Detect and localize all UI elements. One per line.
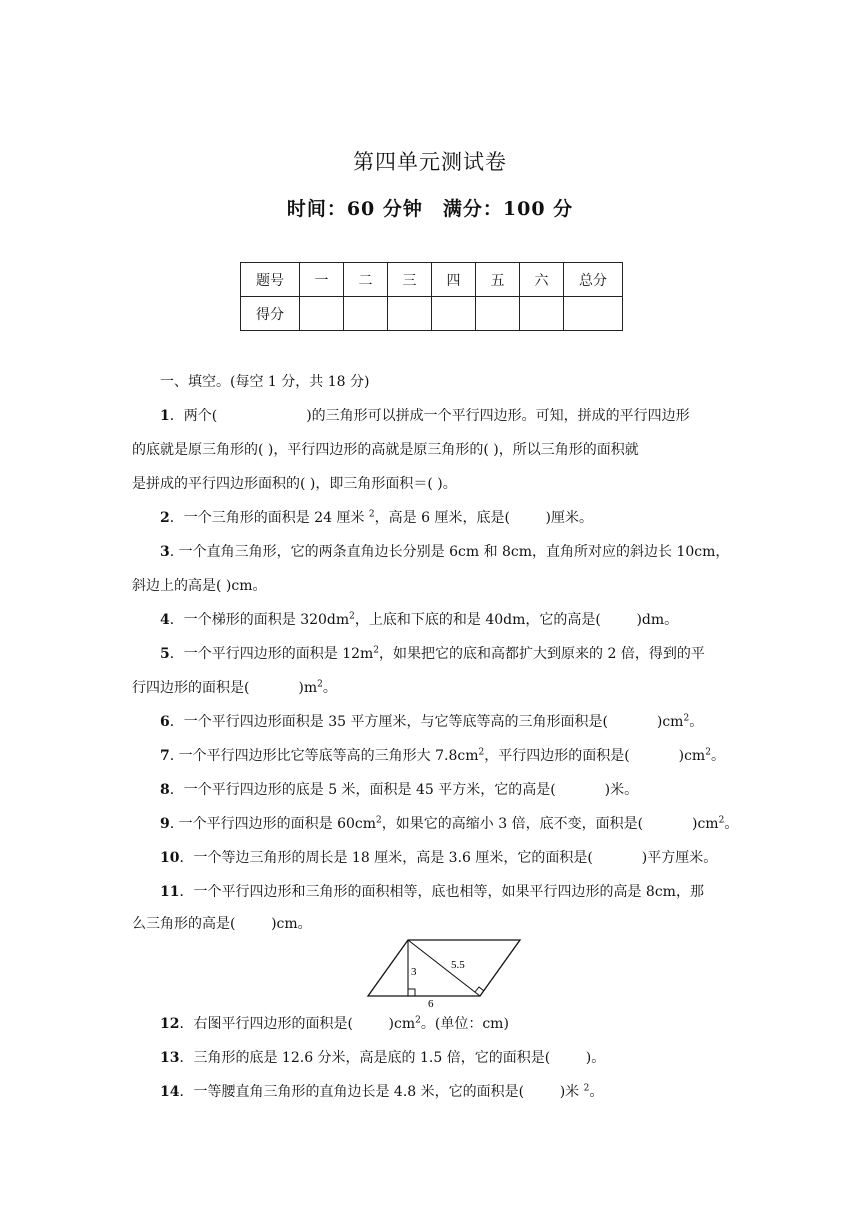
score-input-cell[interactable] — [388, 297, 432, 331]
superscript: 2 — [317, 679, 323, 690]
question-5-line-2 — [132, 678, 732, 698]
question-number: 3 — [160, 544, 170, 560]
question-text: 。 — [724, 816, 739, 832]
question-text: ，上底和下底的和是 40dm，它的高是( )dm。 — [354, 612, 679, 628]
question-text: ．一个梯形的面积是 320dm — [169, 612, 350, 628]
question-text: ．一个平行四边形的底是 5 米，面积是 45 平方米，它的高是( )米。 — [169, 782, 639, 798]
question-text: ．右图平行四边形的面积是( )cm — [179, 1016, 416, 1032]
superscript: 2 — [368, 509, 375, 520]
question-number: 12 — [160, 1016, 180, 1032]
question-2 — [160, 508, 732, 528]
question-number: 5 — [160, 646, 170, 662]
base-label: 6 — [428, 998, 434, 1008]
question-text: ．一等腰直角三角形的直角边长是 4.8 米，它的面积是( )米 — [179, 1084, 584, 1100]
score-table-cell: 四 — [432, 263, 476, 297]
question-9 — [160, 814, 739, 834]
right-angle-mark — [408, 989, 415, 996]
question-number: 1 — [160, 408, 170, 424]
superscript: 2 — [349, 611, 355, 622]
score-table-cell: 总分 — [564, 263, 623, 297]
question-text: 。(单位：cm) — [420, 1016, 509, 1032]
question-text: 。 — [710, 748, 725, 764]
question-number: 9 — [160, 816, 170, 832]
question-number: 8 — [160, 782, 170, 798]
question-3-line-2: 斜边上的高是( )cm。 — [132, 578, 267, 594]
question-number: 14 — [160, 1084, 180, 1100]
question-number: 2 — [160, 510, 170, 526]
score-input-cell[interactable] — [344, 297, 388, 331]
question-text: . 一个平行四边形比它等底等高的三角形大 7.8cm — [169, 748, 479, 764]
question-4 — [160, 610, 732, 630]
score-input-cell[interactable] — [432, 297, 476, 331]
score-table-header-row — [241, 263, 623, 297]
exam-time-score: 时间：60 分钟 满分：100 分 — [286, 198, 574, 220]
question-14 — [160, 1082, 732, 1102]
question-text: ．一个等边三角形的周长是 18 厘米，高是 3.6 厘米，它的面积是( )平方厘米。 — [179, 850, 718, 866]
question-1-line-3: 是拼成的平行四边形面积的( )，即三角形面积＝( )。 — [132, 476, 457, 492]
question-text: ，平行四边形的面积是( )cm — [484, 748, 706, 764]
question-1-line-1 — [160, 406, 732, 426]
question-6 — [160, 712, 732, 732]
score-input-cell[interactable] — [564, 297, 623, 331]
question-text: ．三角形的底是 12.6 分米，高是底的 1.5 倍，它的面积是( )。 — [179, 1050, 606, 1066]
score-table-cell: 一 — [300, 263, 344, 297]
superscript: 2 — [376, 815, 382, 826]
score-table — [240, 262, 623, 331]
question-text: ，高是 6 厘米，底是( )厘米。 — [374, 510, 593, 526]
question-number: 10 — [160, 850, 180, 866]
superscript: 2 — [718, 815, 725, 826]
question-3-line-1 — [160, 542, 732, 562]
question-number: 13 — [160, 1050, 180, 1066]
question-text: ．一个平行四边形的面积是 12m — [169, 646, 374, 662]
superscript: 2 — [415, 1015, 421, 1026]
score-table-cell: 二 — [344, 263, 388, 297]
question-10 — [160, 848, 732, 868]
question-8 — [160, 780, 732, 800]
question-number: 11 — [160, 884, 180, 900]
question-text: 行四边形的面积是( )m — [132, 680, 318, 696]
question-text: . 一个直角三角形，它的两条直角边长分别是 6cm 和 8cm，直角所对应的斜边长 10cm， — [169, 544, 730, 560]
parallelogram-figure — [364, 936, 534, 1008]
score-table-cell: 题号 — [241, 263, 300, 297]
question-text: 。 — [322, 680, 337, 696]
score-input-cell[interactable] — [476, 297, 520, 331]
question-number: 7 — [160, 748, 170, 764]
question-text: 。 — [589, 1084, 604, 1100]
height-label: 3 — [411, 966, 417, 978]
question-12 — [160, 1014, 732, 1034]
score-table-cell: 六 — [520, 263, 564, 297]
question-text: ，如果把它的底和高都扩大到原来的 2 倍，得到的平 — [379, 646, 705, 662]
question-13 — [160, 1048, 732, 1068]
question-1-line-2: 的底就是原三角形的( )，平行四边形的高就是原三角形的( )，所以三角形的面积就 — [132, 442, 639, 458]
side-label: 5.5 — [451, 959, 465, 971]
score-input-cell[interactable] — [300, 297, 344, 331]
question-11-line-2: 么三角形的高是( )cm。 — [132, 916, 312, 932]
superscript: 2 — [478, 747, 485, 758]
superscript: 2 — [705, 747, 711, 758]
question-text: ．一个三角形的面积是 24 厘米 — [169, 510, 369, 526]
score-table-cell: 三 — [388, 263, 432, 297]
question-text: . 一个平行四边形的面积是 60cm — [169, 816, 377, 832]
score-input-cell[interactable] — [520, 297, 564, 331]
question-text: ．一个平行四边形面积是 35 平方厘米，与它等底等高的三角形面积是( )cm — [169, 714, 684, 730]
page-title: 第四单元测试卷 — [353, 150, 507, 174]
score-table-score-row — [241, 297, 623, 331]
superscript: 2 — [683, 713, 690, 724]
superscript: 2 — [583, 1083, 590, 1094]
question-number: 6 — [160, 714, 170, 730]
question-text: 。 — [689, 714, 704, 730]
question-number: 4 — [160, 612, 170, 628]
score-table-cell: 得分 — [241, 297, 300, 331]
question-7 — [160, 746, 732, 766]
question-5-line-1 — [160, 644, 732, 664]
score-table-cell: 五 — [476, 263, 520, 297]
question-11-line-1 — [160, 882, 732, 902]
question-text: ．两个( )的三角形可以拼成一个平行四边形。可知，拼成的平行四边形 — [169, 408, 690, 424]
side-line — [408, 940, 480, 996]
question-text: ，如果它的高缩小 3 倍，底不变，面积是( )cm — [381, 816, 719, 832]
superscript: 2 — [373, 645, 380, 656]
section-heading: 一、填空。(每空 1 分，共 18 分) — [160, 374, 370, 390]
question-text: ．一个平行四边形和三角形的面积相等，底也相等，如果平行四边形的高是 8cm，那 — [179, 884, 704, 900]
